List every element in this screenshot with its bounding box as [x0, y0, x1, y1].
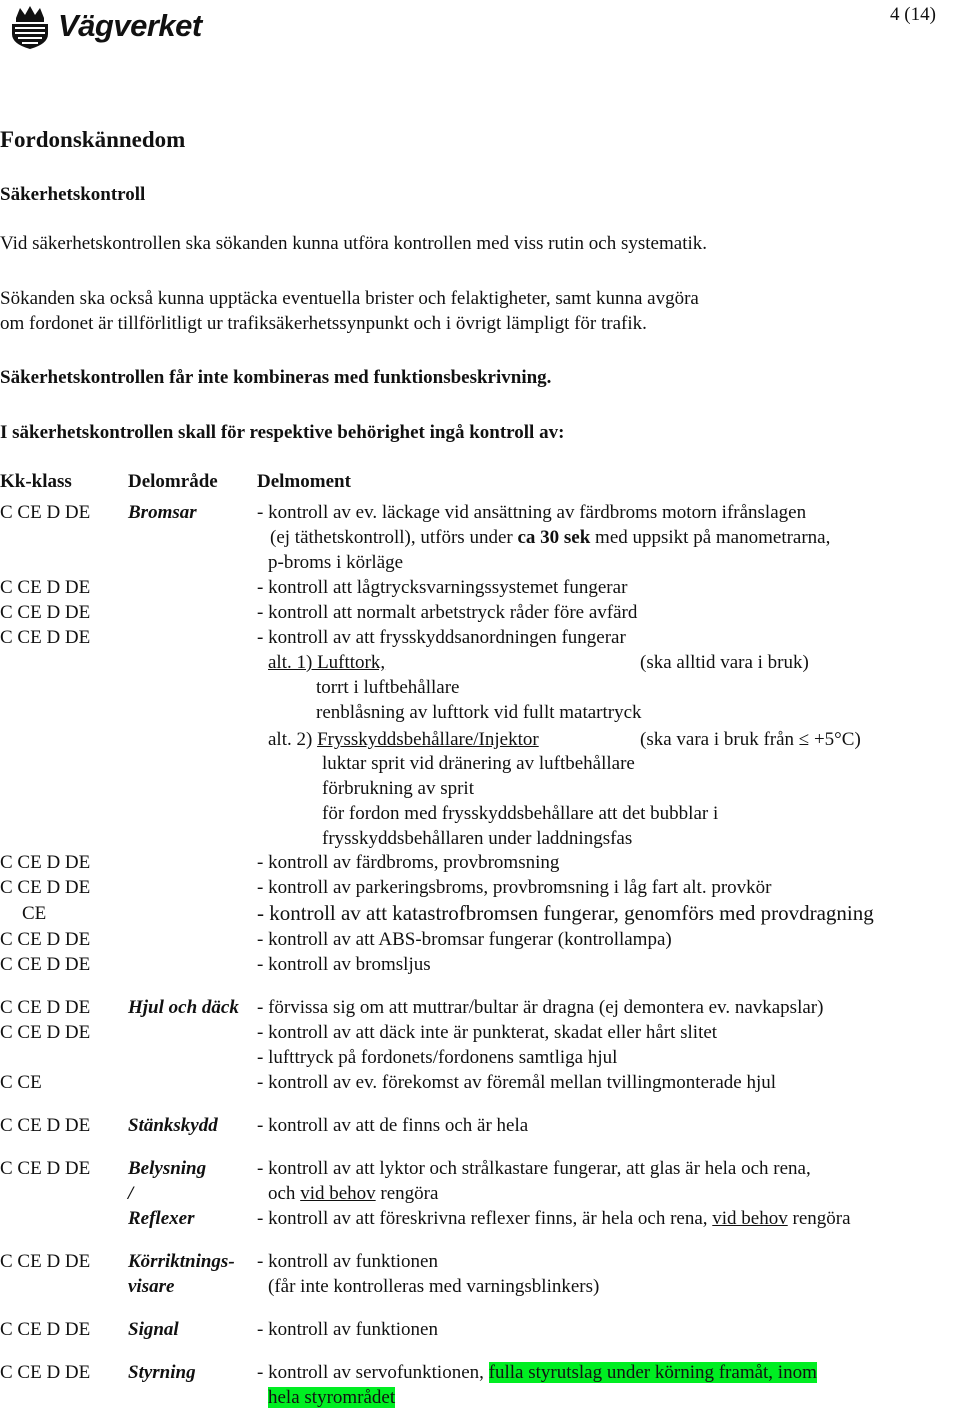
- class-cell: C CE D DE: [0, 1362, 91, 1383]
- item-text: (ej täthetskontroll), utförs under ca 30 sek med uppsikt på manometrarna,: [270, 527, 831, 548]
- alt2-line: luktar sprit vid dränering av luftbehållare: [322, 753, 635, 774]
- class-cell: CE: [22, 903, 47, 924]
- area-hjul-och-dack: Hjul och däck: [128, 997, 239, 1018]
- item-text: - kontroll av funktionen: [257, 1319, 438, 1340]
- alt1-note: (ska alltid vara i bruk): [640, 652, 809, 673]
- item-text: - kontroll av att däck inte är punkterat, skadat eller hårt slitet: [257, 1022, 718, 1043]
- alt2-note: (ska vara i bruk från ≤ +5°C): [640, 729, 861, 750]
- item-text: - kontroll av bromsljus: [257, 954, 431, 975]
- header-delmoment: Delmoment: [257, 471, 351, 492]
- item-text: - kontroll av färdbroms, provbromsning: [257, 852, 560, 873]
- item-text: - kontroll av att katastrofbromsen fungerar, genomförs med provdragning: [257, 901, 874, 925]
- class-cell: C CE D DE: [0, 997, 91, 1018]
- page-title: Fordonskännedom: [0, 127, 186, 152]
- item-text: - kontroll att lågtrycksvarningssystemet fungerar: [257, 577, 628, 598]
- area-reflexer: Reflexer: [128, 1208, 195, 1229]
- class-cell: C CE D DE: [0, 577, 91, 598]
- class-cell: C CE D DE: [0, 929, 91, 950]
- alt2-label: alt. 2) Frysskyddsbehållare/Injektor: [268, 729, 539, 750]
- class-cell: C CE D DE: [0, 1251, 91, 1272]
- alt1-label: alt. 1) Lufttork,: [268, 652, 386, 673]
- class-cell: C CE D DE: [0, 1115, 91, 1136]
- item-text: - kontroll av att frysskyddsanordningen fungerar: [257, 627, 626, 648]
- alt2-line: förbrukning av sprit: [322, 778, 474, 799]
- item-text: - kontroll att normalt arbetstryck råder före avfärd: [257, 602, 638, 623]
- class-cell: C CE D DE: [0, 1319, 91, 1340]
- highlighted-text: fulla styrutslag under körning framåt, inom: [488, 1362, 817, 1383]
- item-text: (får inte kontrolleras med varningsblinkers): [268, 1276, 600, 1297]
- area-bromsar: Bromsar: [128, 502, 197, 523]
- item-text: - kontroll av ev. läckage vid ansättning av färdbroms motorn ifrånslagen: [257, 502, 807, 523]
- class-cell: C CE D DE: [0, 602, 91, 623]
- class-cell: C CE D DE: [0, 852, 91, 873]
- area-slash: /: [128, 1183, 134, 1204]
- item-text: - lufttryck på fordonets/fordonens samtliga hjul: [257, 1047, 618, 1068]
- item-text: - kontroll av ev. förekomst av föremål mellan tvillingmonterade hjul: [257, 1072, 777, 1093]
- intro-paragraph-1: Vid säkerhetskontrollen ska sökanden kunna utföra kontrollen med viss rutin och systematik.: [0, 233, 707, 254]
- alt2-line: frysskyddsbehållaren under laddningsfas: [322, 828, 633, 849]
- item-text: - kontroll av att lyktor och strålkastare fungerar, att glas är hela och rena,: [257, 1158, 811, 1179]
- duration-emphasis: ca 30 sek: [517, 527, 591, 548]
- area-signal: Signal: [128, 1319, 179, 1340]
- intro-paragraph-2-line-2: om fordonet är tillförlitligt ur trafiksäkerhetssynpunkt och i övrigt lämpligt för trafik.: [0, 313, 647, 334]
- alt1-line: torrt i luftbehållare: [316, 677, 460, 698]
- header-delomrade: Delområde: [128, 471, 218, 492]
- item-text: - kontroll av servofunktionen, fulla styrutslag under körning framåt, inom: [257, 1362, 817, 1383]
- class-cell: C CE D DE: [0, 877, 91, 898]
- vagverket-logo: [4, 4, 214, 50]
- intro-paragraph-2-line-1: Sökanden ska också kunna upptäcka eventuella brister och felaktigheter, samt kunna avgöra: [0, 288, 699, 309]
- class-cell: C CE: [0, 1072, 42, 1093]
- header-kk-klass: Kk-klass: [0, 471, 72, 492]
- class-cell: C CE D DE: [0, 1158, 91, 1179]
- item-text: - förvissa sig om att muttrar/bultar är dragna (ej demontera ev. navkapslar): [257, 997, 824, 1018]
- area-visare: visare: [128, 1276, 175, 1297]
- item-text: [268, 1388, 395, 1407]
- item-text: p-broms i körläge: [268, 552, 404, 573]
- item-text: och vid behov rengöra: [268, 1183, 439, 1204]
- item-text: - kontroll av att föreskrivna reflexer finns, är hela och rena, vid behov rengöra: [257, 1208, 851, 1229]
- alt2-line: för fordon med frysskyddsbehållare att det bubblar i: [322, 803, 719, 824]
- item-text: - kontroll av att ABS-bromsar fungerar (kontrollampa): [257, 929, 672, 950]
- item-text: - kontroll av att de finns och är hela: [257, 1115, 529, 1136]
- highlighted-text: hela styrområdet: [268, 1387, 396, 1408]
- combination-note: Säkerhetskontrollen får inte kombineras med funktionsbeskrivning.: [0, 367, 552, 388]
- item-text: - kontroll av parkeringsbroms, provbromsning i låg fart alt. provkör: [257, 877, 772, 898]
- page-number: 4 (14): [890, 4, 936, 25]
- alt1-line: renblåsning av lufttork vid fullt matartryck: [316, 702, 642, 723]
- class-cell: C CE D DE: [0, 627, 91, 648]
- logo-wordmark: Vägverket: [58, 8, 202, 43]
- area-korriktnings: Körriktnings-: [128, 1251, 235, 1272]
- section-subtitle: Säkerhetskontroll: [0, 184, 146, 205]
- table-lead: I säkerhetskontrollen skall för respektive behörighet ingå kontroll av:: [0, 422, 565, 443]
- class-cell: C CE D DE: [0, 954, 91, 975]
- area-belysning: Belysning: [128, 1158, 207, 1179]
- area-stankskydd: Stänkskydd: [128, 1115, 218, 1136]
- class-cell: C CE D DE: [0, 502, 91, 523]
- item-text: - kontroll av funktionen: [257, 1251, 438, 1272]
- class-cell: C CE D DE: [0, 1022, 91, 1043]
- area-styrning: Styrning: [128, 1362, 196, 1383]
- crown-crest-icon: [6, 4, 54, 50]
